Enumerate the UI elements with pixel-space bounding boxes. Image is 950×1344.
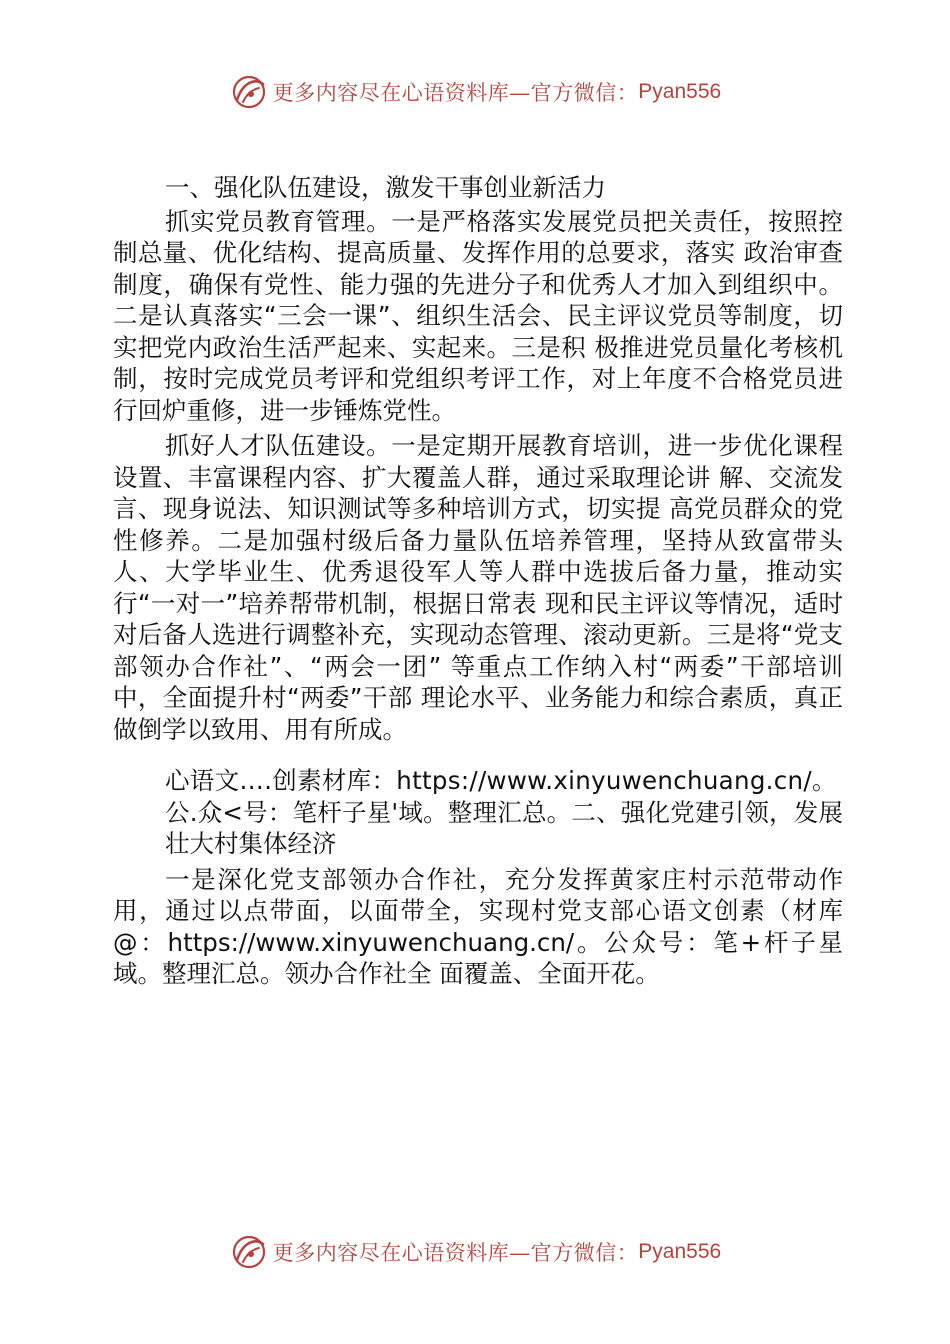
- watermark-text: 更多内容尽在心语资料库—官方微信：: [272, 1241, 639, 1265]
- watermark-wechat-id: Pyan556: [638, 1240, 722, 1263]
- seal-logo-icon: [229, 1232, 269, 1272]
- watermark-text: 更多内容尽在心语资料库—官方微信：: [272, 81, 639, 105]
- paragraph-talent-team: 抓好人才队伍建设。一是定期开展教育培训，进一步优化课程设置、丰富课程内容、扩大覆盖人群，通过采取理论讲 解、交流发言、现身说法、知识测试等多种培训方式，切实提 高党员群众的党性修养。二是加强村级后备力量队伍培养管理，坚持从致富带头人、大学毕业生、优秀退役军人等人群中选拔后备力量，推动实行“一对一”培养帮带机制，根据日常表 现和民主评议等情况，适时对后备人选进行调整补充，实现动态管理、滚动更新。三是将“党支部领办合作社”、“两会一团” 等重点工作纳入村“两委”干部培训中，全面提升村“两委”干部 理论水平、业务能力和综合素质，真正做倒学以致用、用有所成。: [113, 431, 843, 744]
- watermark-wechat-id: Pyan556: [638, 80, 722, 103]
- section-heading-2-line: 公.众<号：笔杆子星'域。整理汇总。二、强化党建引领，发展壮大村集体经济: [165, 797, 843, 858]
- paragraph-party-member-education: 抓实党员教育管理。一是严格落实发展党员把关责任，按照控制总量、优化结构、提高质量、发挥作用的总要求，落实 政治审查制度，确保有党性、能力强的先进分子和优秀人才加入到组织中。二是认真落实“三会一课”、组织生活会、民主评议党员等制度，切实把党内政治生活严起来、实起来。三是积 极推进党员量化考核机制，按时完成党员考评和党组织考评工作，对上年度不合格党员进行回炉重修，进一步锤炼党性。: [113, 206, 843, 425]
- section-heading-1: 一、强化队伍建设，激发干事创业新活力: [165, 173, 606, 202]
- document-body: [113, 172, 843, 990]
- footer-watermark: [0, 1230, 950, 1274]
- seal-logo-icon: [229, 72, 269, 112]
- paragraph-cooperative: 一是深化党支部领办合作社，充分发挥黄家庄村示范带动作用，通过以点带面，以面带全，实现村党支部心语文创素（材库@：https://www.xinyuwenchuang.cn/。公众号：笔+杆子星域。整理汇总。领办合作社全 面覆盖、全面开花。: [113, 864, 843, 988]
- header-watermark: [0, 70, 950, 114]
- source-line: 心语文….创素材库：https://www.xinyuwenchuang.cn/。: [165, 766, 837, 795]
